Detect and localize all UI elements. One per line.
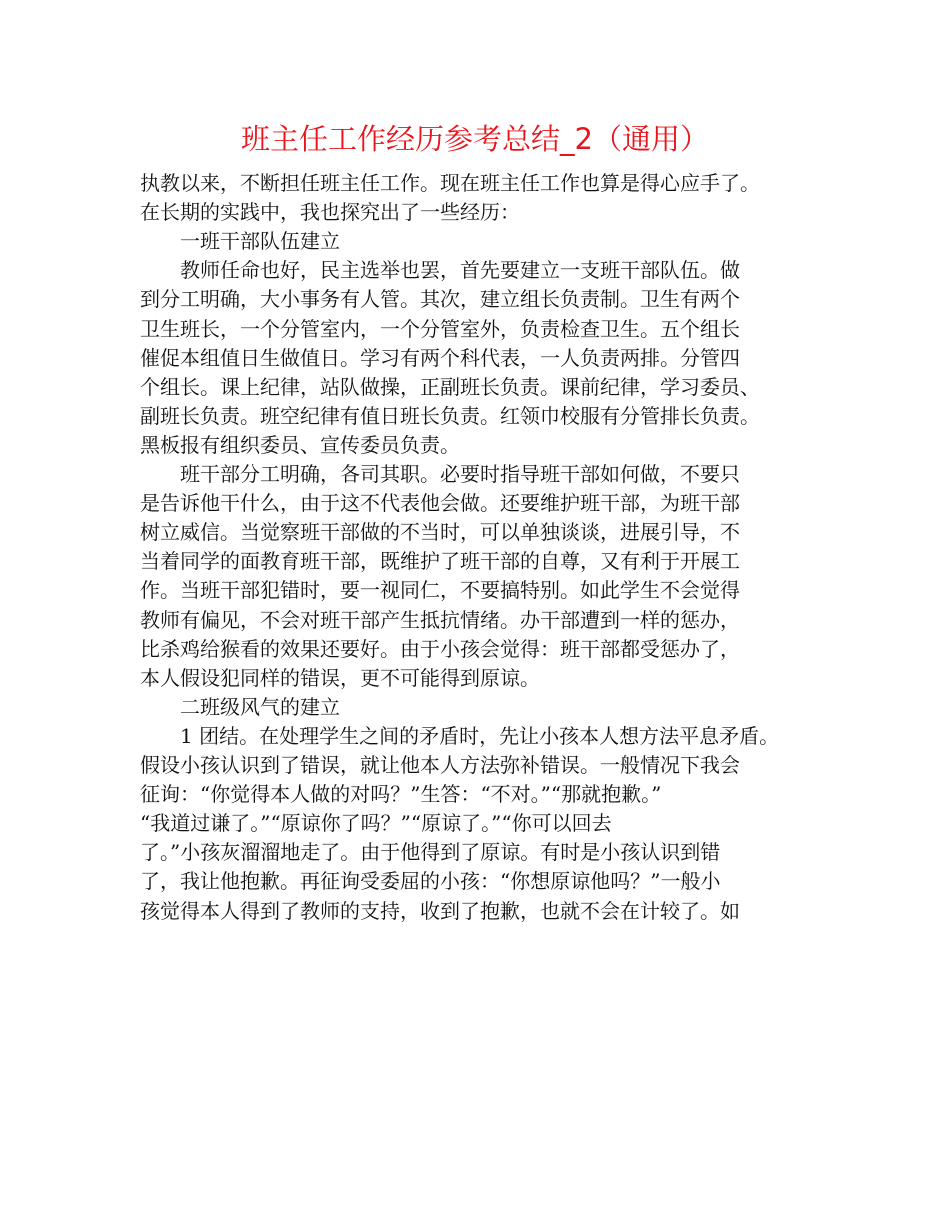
body-line: 1 团结。在处理学生之间的矛盾时，先让小孩本人想方法平息矛盾。 — [140, 723, 780, 748]
document-title: 班主任工作经历参考总结_2（通用） — [241, 122, 709, 156]
body-line: 执教以来，不断担任班主任工作。现在班主任工作也算是得心应手了。 — [140, 171, 760, 195]
body-line: 树立威信。当觉察班干部做的不当时，可以单独谈谈，进展引导，不 — [140, 520, 740, 545]
body-line: 教师任命也好，民主选举也罢，首先要建立一支班干部队伍。做 — [140, 258, 740, 283]
body-line: 黑板报有组织委员、宣传委员负责。 — [140, 432, 460, 457]
body-line: 当着同学的面教育班干部，既维护了班干部的自尊，又有利于开展工 — [140, 549, 740, 574]
body-line: 教师有偏见，不会对班干部产生抵抗情绪。办干部遭到一样的惩办， — [140, 607, 740, 632]
body-line: 了，我让他抱歉。再征询受委屈的小孩：“你想原谅他吗？”一般小 — [140, 869, 721, 894]
body-line: 个组长。课上纪律，站队做操，正副班长负责。课前纪律，学习委员、 — [140, 374, 760, 399]
body-line: 征询：“你觉得本人做的对吗？”生答：“不对。”“那就抱歉。” — [140, 782, 662, 807]
body-line: 副班长负责。班空纪律有值日班长负责。红领巾校服有分管排长负责。 — [140, 403, 760, 428]
body-line: 二班级风气的建立 — [140, 694, 340, 719]
body-line: 班干部分工明确，各司其职。必要时指导班干部如何做，不要只 — [140, 462, 740, 486]
body-line: 到分工明确，大小事务有人管。其次，建立组长负责制。卫生有两个 — [140, 287, 740, 312]
body-line: 了。”小孩灰溜溜地走了。由于他得到了原谅。有时是小孩认识到错 — [140, 840, 721, 865]
body-line: 在长期的实践中，我也探究出了一些经历： — [140, 200, 520, 225]
body-line: 卫生班长，一个分管室内，一个分管室外，负责检查卫生。五个组长 — [140, 316, 740, 341]
body-line: 一班干部队伍建立 — [140, 229, 340, 254]
body-line: 是告诉他干什么，由于这不代表他会做。还要维护班干部，为班干部 — [140, 491, 740, 516]
body-line: 作。当班干部犯错时，要一视同仁，不要搞特别。如此学生不会觉得 — [140, 578, 740, 603]
body-line: 本人假设犯同样的错误，更不可能得到原谅。 — [140, 665, 540, 690]
body-line: 孩觉得本人得到了教师的支持，收到了抱歉，也就不会在计较了。如 — [140, 898, 740, 923]
body-line: 比杀鸡给猴看的效果还要好。由于小孩会觉得：班干部都受惩办了， — [140, 636, 740, 661]
body-line: “我道过谦了。”“原谅你了吗？”“原谅了。”“你可以回去 — [140, 811, 612, 836]
body-line: 假设小孩认识到了错误，就让他本人方法弥补错误。一般情况下我会 — [140, 753, 740, 777]
body-line: 催促本组值日生做值日。学习有两个科代表，一人负责两排。分管四 — [140, 345, 740, 370]
